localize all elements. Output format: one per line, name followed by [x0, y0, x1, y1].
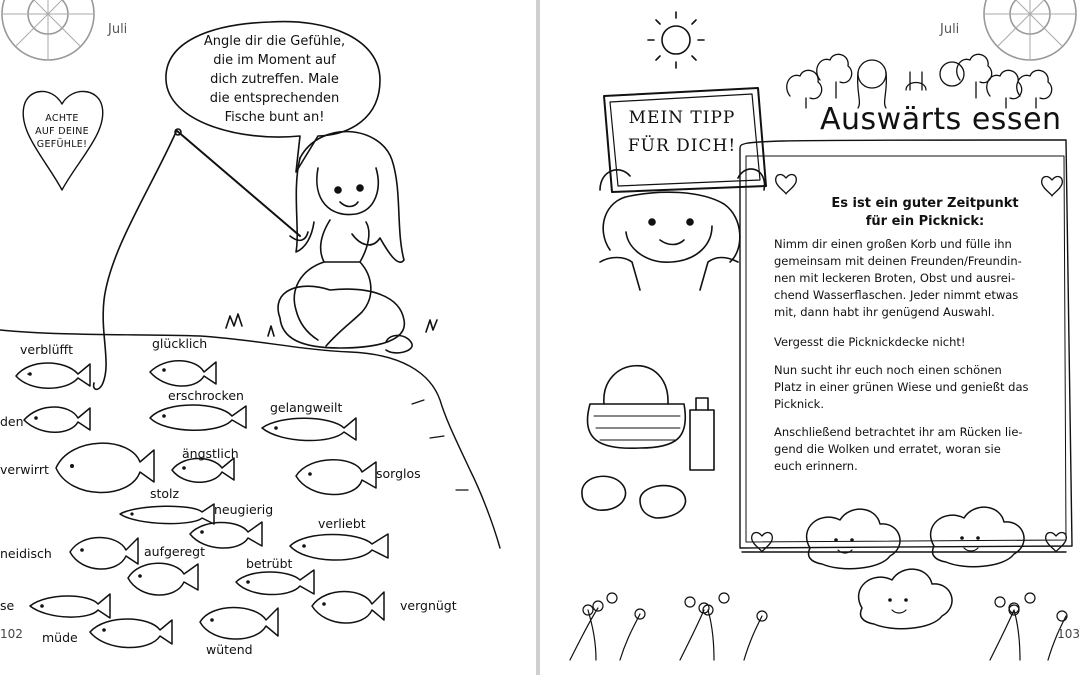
page-subtitle: Es ist ein guter Zeitpunkt für ein Picknick: [831, 196, 1019, 229]
zodiac-wheel-icon-right [984, 0, 1076, 60]
fish-stolz [120, 504, 214, 524]
fish-label-se: se [0, 598, 15, 613]
fish-label-gelangweilt: gelangweilt [270, 400, 343, 415]
speech-bubble-text: Angle dir die Gefühle, die im Moment auf dich zutreffen. Male die entsprechenden Fische bunt an! [203, 34, 346, 125]
fish-label-sorglos: sorglos [376, 466, 421, 481]
fish-label-aufgeregt: aufgeregt [144, 544, 205, 559]
fish-label-betruebt: betrübt [246, 556, 293, 571]
fish-label-muede: müde [42, 630, 78, 645]
paragraph-1: Nimm dir einen großen Korb und fülle ihn gemeinsam mit deinen Freunden/Freundin- nen mit leckeren Broten, Obst und ausrei- chend Wasserflaschen. Jeder nimmt etwas mit, dann habt ihr genügend Auswahl. [774, 237, 1022, 319]
page-number-right: 103 [1057, 627, 1080, 641]
fish-verwirrt [56, 443, 154, 492]
fish-label-verbluefft: verblüfft [20, 342, 74, 357]
tree-row-illustration [787, 54, 1052, 108]
fish-label-neidisch: neidisch [0, 546, 52, 561]
heart-note-text: ACHTE AUF DEINE GEFÜHLE! [35, 113, 89, 150]
tip-sign-text: MEIN TIPP FÜR DICH! [627, 108, 737, 156]
picnic-basket-icon [587, 366, 685, 449]
month-label-left: Juli [108, 22, 128, 37]
water-bottle-icon [690, 398, 714, 470]
fish-label-den: den [0, 414, 24, 429]
fish-aengstlich [172, 458, 234, 482]
month-label-right: Juli [940, 22, 960, 37]
food-bread-icon [582, 476, 686, 518]
page-title: Auswärts essen [820, 102, 1062, 137]
fish-label-verliebt: verliebt [318, 516, 366, 531]
paragraph-2: Vergesst die Picknickdecke nicht! [774, 335, 966, 349]
flower-row-illustration [570, 593, 1067, 660]
fish-label-erschrocken: erschrocken [168, 388, 244, 403]
fish-label-stolz: stolz [150, 486, 180, 501]
fish-aufgeregt [128, 563, 198, 595]
fish-muede [90, 619, 172, 648]
fishing-girl-illustration [226, 132, 437, 353]
fish-wuetend [200, 608, 278, 640]
smiling-clouds [807, 507, 1024, 629]
fish-label-aengstlich: ängstlich [182, 446, 239, 461]
fish-sorglos [296, 460, 376, 495]
fish-label-neugierig: neugierig [214, 502, 274, 517]
zodiac-wheel-icon [2, 0, 94, 60]
page-number-left: 102 [0, 627, 23, 641]
fish-vergnuegt [312, 592, 384, 624]
fish-neidisch [70, 538, 138, 570]
paragraph-3: Nun sucht ihr euch noch einen schönen Platz in einer grünen Wiese und genießt das Picknick. [774, 363, 1029, 411]
fish-label-vergnuegt: vergnügt [400, 598, 457, 613]
sun-icon [648, 12, 704, 68]
fish-label-gluecklich: glücklich [152, 336, 208, 351]
fish-gluecklich [150, 361, 216, 386]
fish-den [24, 407, 90, 432]
paragraph-4: Anschließend betrachtet ihr am Rücken lie- gend die Wolken und erratet, woran sie euch erinnern. [774, 425, 1023, 473]
fish-label-verwirrt: verwirrt [0, 462, 49, 477]
fish-verbluefft [16, 363, 90, 388]
fish-label-wuetend: wütend [206, 642, 253, 657]
